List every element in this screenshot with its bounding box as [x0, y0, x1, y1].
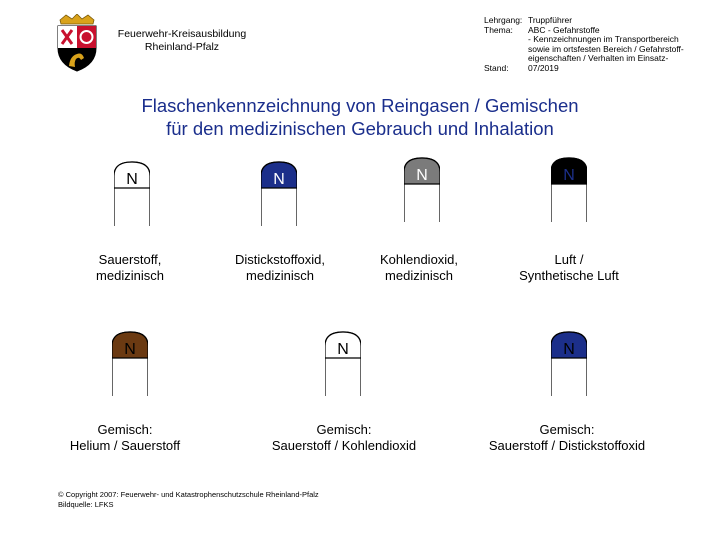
- cylinder-distickstoffoxid-icon: [261, 160, 297, 226]
- label-line: Sauerstoff,: [98, 252, 162, 267]
- topic-line: - Kennzeichnungen im Transportbereich: [528, 34, 679, 45]
- cylinder-sauerstoff-kohlendioxid-icon: [325, 330, 361, 396]
- label-line: medizinisch: [246, 268, 314, 283]
- cylinder-letter: N: [416, 167, 428, 184]
- label-line: Distickstoffoxid,: [234, 252, 326, 267]
- cylinder-label: [479, 252, 659, 284]
- title-line-2: für den medizinischen Gebrauch und Inhalation: [166, 118, 554, 139]
- footer: [58, 490, 319, 510]
- topic-line: sowie im ortsfesten Bereich / Gefahrstoff-: [528, 43, 684, 54]
- cylinder-sauerstoff-icon: [114, 160, 150, 226]
- cylinder-luft-icon: [551, 156, 587, 222]
- organization-line-1: Feuerwehr-Kreisausbildung: [117, 28, 247, 40]
- organization-name: [112, 28, 252, 54]
- label-line: Synthetische Luft: [519, 268, 619, 283]
- course-info: [484, 16, 704, 74]
- label-line: Sauerstoff / Distickstoffoxid: [488, 438, 646, 453]
- topic-label: Thema:: [484, 24, 513, 35]
- topic-value: ABC - Gefahrstoffe: [528, 24, 600, 35]
- label-line: Sauerstoff / Kohlendioxid: [271, 438, 417, 453]
- organization-line-2: Rheinland-Pfalz: [144, 41, 220, 53]
- cylinder-letter: N: [124, 341, 136, 358]
- date-value: 07/2019: [528, 62, 559, 73]
- label-line: medizinisch: [385, 268, 453, 283]
- cylinder-label: [477, 422, 657, 454]
- title-line-1: Flaschenkennzeichnung von Reingasen / Gemischen: [141, 95, 579, 116]
- cylinder-sauerstoff-distickstoffoxid-icon: [551, 330, 587, 396]
- label-line: Gemisch:: [539, 422, 595, 437]
- cylinder-letter: N: [563, 341, 575, 358]
- coat-of-arms-icon: [52, 14, 102, 72]
- cylinder-letter: N: [337, 341, 349, 358]
- cylinder-helium-sauerstoff-icon: [112, 330, 148, 396]
- copyright-text: © Copyright 2007: Feuerwehr- und Katastrophenschutzschule Rheinland-Pfalz: [58, 490, 319, 499]
- course-value: Truppführer: [528, 15, 573, 25]
- topic-line: eigenschaften / Verhalten im Einsatz-: [528, 53, 669, 64]
- image-source-text: Bildquelle: LFKS: [58, 500, 114, 509]
- cylinder-letter: N: [126, 171, 138, 188]
- label-line: medizinisch: [96, 268, 164, 283]
- cylinder-kohlendioxid-icon: [404, 156, 440, 222]
- cylinder-label: [35, 422, 215, 454]
- label-line: Gemisch:: [97, 422, 153, 437]
- label-line: Gemisch:: [316, 422, 372, 437]
- cylinder-letter: N: [273, 171, 285, 188]
- date-label: Stand:: [484, 62, 509, 73]
- cylinder-letter: N: [563, 167, 575, 184]
- page-title: [40, 94, 680, 140]
- label-line: Helium / Sauerstoff: [69, 438, 181, 453]
- label-line: Luft /: [554, 252, 584, 267]
- course-label: Lehrgang:: [484, 15, 523, 25]
- cylinder-label: [254, 422, 434, 454]
- label-line: Kohlendioxid,: [379, 252, 459, 267]
